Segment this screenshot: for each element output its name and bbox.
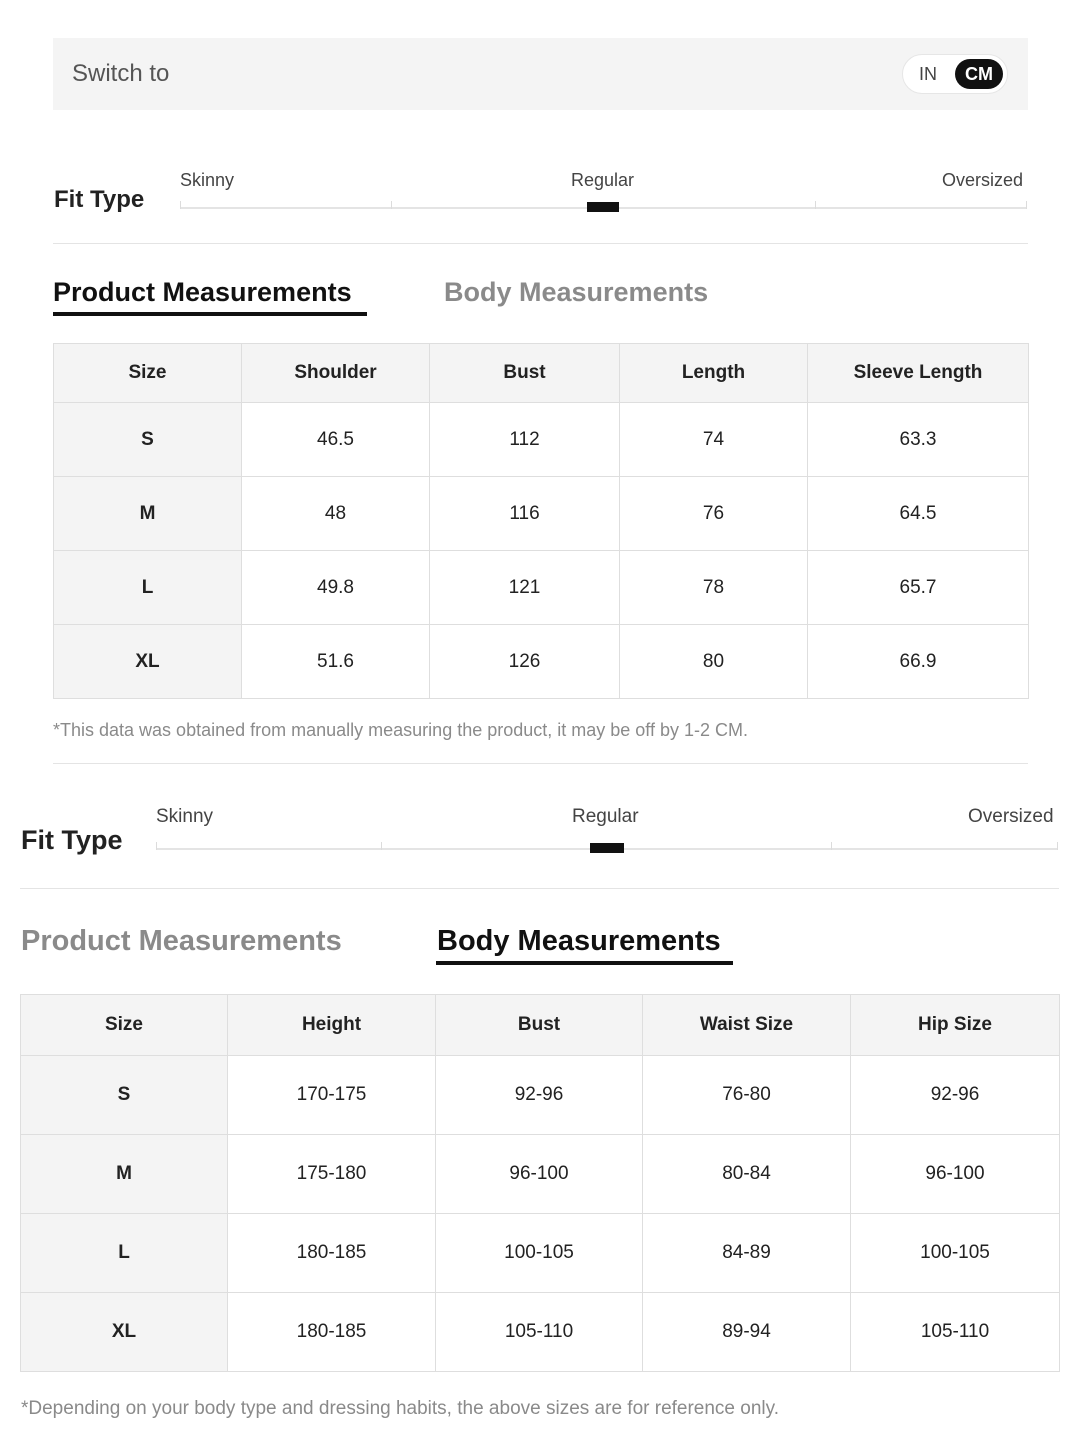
table-cell: 84-89 — [643, 1214, 851, 1293]
fit-marker-regular — [587, 202, 619, 212]
table-cell: 78 — [620, 551, 808, 625]
fit-label-skinny: Skinny — [180, 170, 235, 190]
table-row — [54, 403, 1029, 477]
unit-switch-bar — [53, 38, 1028, 110]
fit-label-oversized: Oversized — [942, 170, 1024, 190]
unit-toggle[interactable] — [902, 54, 1008, 94]
fit-scale-tick — [391, 201, 392, 209]
size-cell: L — [54, 551, 242, 625]
table-row — [54, 477, 1029, 551]
size-cell: M — [21, 1135, 228, 1214]
table-cell: 100-105 — [851, 1214, 1060, 1293]
switch-label: Switch to — [72, 60, 170, 87]
unit-option-cm[interactable]: CM — [955, 59, 1003, 89]
fit-scale-tick — [381, 842, 382, 850]
fit-marker-regular — [590, 843, 624, 853]
fit-scale-tick — [180, 201, 181, 209]
table-cell: 76 — [620, 477, 808, 551]
column-header-sleeve-length: Sleeve Length — [808, 344, 1029, 403]
size-cell: XL — [54, 625, 242, 699]
column-header-waist-size: Waist Size — [643, 995, 851, 1056]
table-cell: 175-180 — [228, 1135, 436, 1214]
table-cell: 126 — [430, 625, 620, 699]
divider — [53, 243, 1028, 244]
body-measurement-note: *Depending on your body type and dressing habits, the above sizes are for reference only. — [21, 1398, 780, 1419]
unit-option-in[interactable]: IN — [919, 64, 937, 84]
product-measurements-table — [53, 343, 1029, 699]
tab-product-measurements[interactable]: Product Measurements — [21, 925, 342, 957]
column-header-size: Size — [54, 344, 242, 403]
table-cell: 116 — [430, 477, 620, 551]
fit-type-title: Fit Type — [21, 825, 123, 855]
table-cell: 66.9 — [808, 625, 1029, 699]
column-header-hip-size: Hip Size — [851, 995, 1060, 1056]
size-cell: S — [21, 1056, 228, 1135]
table-cell: 89-94 — [643, 1293, 851, 1372]
active-tab-underline — [53, 312, 367, 316]
column-header-length: Length — [620, 344, 808, 403]
table-cell: 92-96 — [851, 1056, 1060, 1135]
table-cell: 51.6 — [242, 625, 430, 699]
fit-scale-tick — [1026, 201, 1027, 209]
table-cell: 46.5 — [242, 403, 430, 477]
column-header-size: Size — [21, 995, 228, 1056]
table-cell: 180-185 — [228, 1293, 436, 1372]
tab-product-measurements[interactable]: Product Measurements — [53, 277, 352, 307]
table-cell: 63.3 — [808, 403, 1029, 477]
size-cell: M — [54, 477, 242, 551]
table-row — [21, 1135, 1060, 1214]
fit-type-title: Fit Type — [54, 186, 145, 213]
table-row — [54, 625, 1029, 699]
table-cell: 170-175 — [228, 1056, 436, 1135]
table-header-row — [54, 344, 1029, 403]
size-cell: S — [54, 403, 242, 477]
table-cell: 96-100 — [436, 1135, 643, 1214]
column-header-shoulder: Shoulder — [242, 344, 430, 403]
table-cell: 121 — [430, 551, 620, 625]
fit-scale-tick — [156, 842, 157, 850]
table-cell: 76-80 — [643, 1056, 851, 1135]
active-tab-underline — [436, 961, 733, 965]
table-cell: 48 — [242, 477, 430, 551]
fit-scale-tick — [815, 201, 816, 209]
tab-body-measurements[interactable]: Body Measurements — [444, 277, 709, 307]
table-cell: 96-100 — [851, 1135, 1060, 1214]
fit-label-skinny: Skinny — [156, 806, 214, 827]
table-cell: 180-185 — [228, 1214, 436, 1293]
column-header-height: Height — [228, 995, 436, 1056]
divider — [53, 763, 1028, 764]
column-header-bust: Bust — [436, 995, 643, 1056]
table-cell: 74 — [620, 403, 808, 477]
table-cell: 80 — [620, 625, 808, 699]
table-row — [21, 1214, 1060, 1293]
column-header-bust: Bust — [430, 344, 620, 403]
table-cell: 105-110 — [851, 1293, 1060, 1372]
table-cell: 80-84 — [643, 1135, 851, 1214]
size-cell: XL — [21, 1293, 228, 1372]
tab-body-measurements[interactable]: Body Measurements — [437, 925, 721, 957]
table-cell: 65.7 — [808, 551, 1029, 625]
divider — [20, 888, 1059, 889]
size-cell: L — [21, 1214, 228, 1293]
fit-label-oversized: Oversized — [968, 806, 1054, 827]
body-measurements-table — [20, 994, 1060, 1372]
table-cell: 112 — [430, 403, 620, 477]
table-row — [54, 551, 1029, 625]
table-cell: 64.5 — [808, 477, 1029, 551]
fit-label-regular: Regular — [571, 170, 635, 190]
table-header-row — [21, 995, 1060, 1056]
table-cell: 49.8 — [242, 551, 430, 625]
fit-label-regular: Regular — [572, 806, 639, 827]
table-cell: 100-105 — [436, 1214, 643, 1293]
fit-scale-tick — [1057, 842, 1058, 850]
table-cell: 92-96 — [436, 1056, 643, 1135]
table-cell: 105-110 — [436, 1293, 643, 1372]
product-measurement-note: *This data was obtained from manually measuring the product, it may be off by 1-2 CM. — [53, 720, 749, 740]
fit-scale-tick — [831, 842, 832, 850]
table-row — [21, 1293, 1060, 1372]
table-row — [21, 1056, 1060, 1135]
